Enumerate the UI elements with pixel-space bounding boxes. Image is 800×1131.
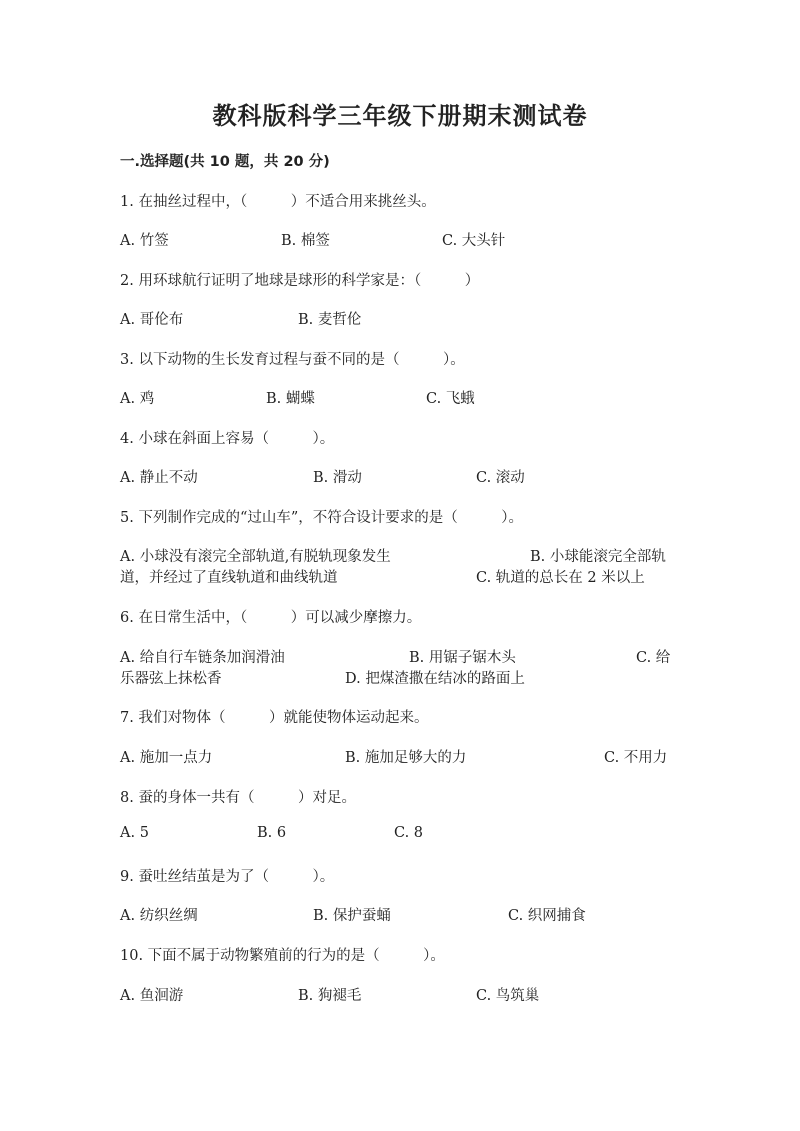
q4-option-b: B. 滑动 [313,470,362,486]
q3-option-a: A. 鸡 [120,391,155,407]
q5-option-b: B. 小球能滚完全部轨 [530,549,666,565]
q6-option-c: C. 给 [636,650,671,666]
question-10: 10. 下面不属于动物繁殖前的行为的是（ ）。 [120,948,445,964]
question-2: 2. 用环球航行证明了地球是球形的科学家是：（ ） [120,273,480,289]
question-1: 1. 在抽丝过程中，（ ）不适合用来挑丝头。 [120,194,436,210]
q5-option-a: A. 小球没有滚完全部轨道,有脱轨现象发生 [120,549,391,565]
q9-option-c: C. 织网捕食 [508,908,586,924]
q8-option-c: C. 8 [394,825,424,841]
q4-option-c: C. 滚动 [476,470,525,486]
q9-option-a: A. 纺织丝绸 [120,908,198,924]
q5-option-c: C. 轨道的总长在 2 米以上 [476,570,645,586]
q10-option-c: C. 鸟筑巢 [476,988,540,1004]
q1-option-a: A. 竹签 [120,233,169,249]
q3-option-c: C. 飞蛾 [426,391,475,407]
q6-option-c-cont: 乐器弦上抹松香 [120,671,222,687]
q8-option-a: A. 5 [120,825,149,841]
section-heading: 一.选择题(共 10 题，共 20 分) [120,154,330,170]
q8-option-b: B. 6 [257,825,287,841]
question-8: 8. 蚕的身体一共有（ ）对足。 [120,790,356,806]
question-6: 6. 在日常生活中，（ ）可以减少摩擦力。 [120,610,422,626]
q6-option-d: D. 把煤渣撒在结冰的路面上 [345,671,525,687]
q1-option-b: B. 棉签 [281,233,330,249]
question-5: 5. 下列制作完成的“过山车”，不符合设计要求的是（ ）。 [120,510,524,526]
page-title: 教科版科学三年级下册期末测试卷 [212,102,588,130]
q1-option-c: C. 大头针 [442,233,506,249]
question-9: 9. 蚕吐丝结茧是为了（ ）。 [120,869,335,885]
q6-option-a: A. 给自行车链条加润滑油 [120,650,285,666]
q7-option-c: C. 不用力 [604,750,668,766]
q10-option-a: A. 鱼洄游 [120,988,184,1004]
q7-option-b: B. 施加足够大的力 [345,750,467,766]
q10-option-b: B. 狗褪毛 [298,988,362,1004]
q2-option-b: B. 麦哲伦 [298,312,362,328]
q9-option-b: B. 保护蚕蛹 [313,908,391,924]
q3-option-b: B. 蝴蝶 [266,391,315,407]
question-7: 7. 我们对物体（ ）就能使物体运动起来。 [120,710,429,726]
q7-option-a: A. 施加一点力 [120,750,213,766]
question-3: 3. 以下动物的生长发育过程与蚕不同的是（ ）。 [120,352,465,368]
question-4: 4. 小球在斜面上容易（ ）。 [120,431,335,447]
q4-option-a: A. 静止不动 [120,470,198,486]
q2-option-a: A. 哥伦布 [120,312,184,328]
q5-option-b-cont: 道，并经过了直线轨道和曲线轨道 [120,570,338,586]
q6-option-b: B. 用锯子锯木头 [409,650,516,666]
